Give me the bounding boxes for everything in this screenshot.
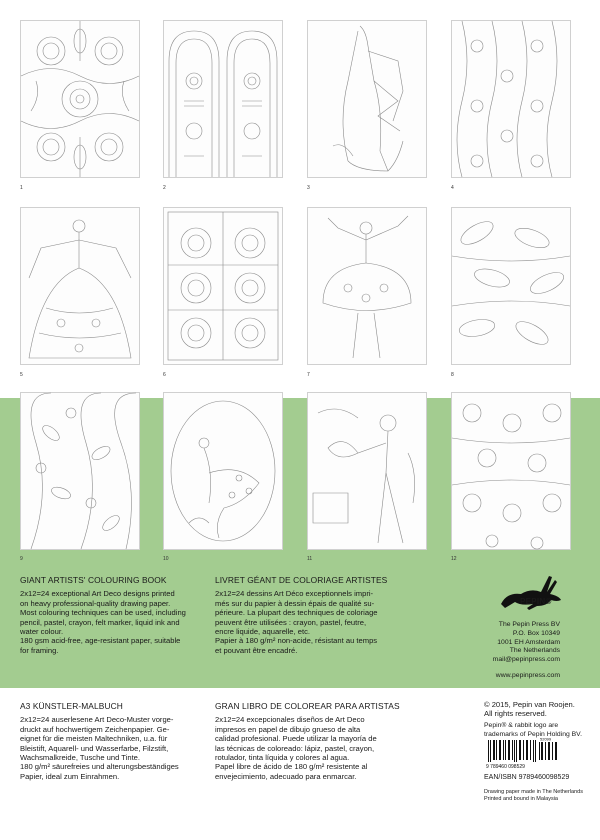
printing-info: Drawing paper made in The Netherlands Printed and bound in Malaysia [484,789,583,803]
thumbnail-10[interactable] [163,392,283,550]
barcode [486,736,562,770]
french-description [215,576,415,655]
woman-with-fan-drawing [308,393,426,549]
thumbnail-7[interactable] [307,207,427,365]
thumbnail-number: 9 [20,556,23,562]
geometric-arches-drawing [164,21,282,177]
thumbnail-number: 4 [451,185,454,191]
ean-isbn: EAN/ISBN 9789460098529 [484,774,570,781]
copyright: © 2015, Pepin van Roojen. All rights reserved. [484,700,575,719]
thumbnail-number: 6 [163,372,166,378]
ballerina-drawing [308,208,426,364]
dancer-drawing [21,208,139,364]
german-heading: A3 KÜNSTLER-MALBUCH [20,701,123,711]
thumbnail-number: 11 [307,556,313,562]
english-description [20,576,210,655]
thumbnail-1[interactable] [20,20,140,178]
brand-name: PEPIN® [520,597,552,606]
spanish-body: 2x12=24 excepcionales diseños de Art Deco impresos en papel de dibujo grueso de alta calidad profesional. Puede utilizar la mayoría de las técnicas de coloreado: lápiz, pastel, crayon, rotulador, tinta líquida y colores al agua. Papel libre de ácido de 180 g/m² resistente al envejecimiento, adecuado para enmarcar. [215,715,377,781]
german-body: 2x12=24 auserlesene Art Deco-Muster vorge- druckt auf hochwertigem Zeichenpapier. Ge- eignet für die meisten Maltechniken, u.a. für Bleistift, Aquarell- und Wasserfarbe, Filzstift, Wachsmalkreide, Tusche und Tinte. 180 g/m² säurefreies und alterungsbeständiges Papier, ideal zum Einrahmen. [20,715,179,781]
thumbnail-number: 8 [451,372,454,378]
barcode-addon: 52099 [540,736,552,742]
thumbnail-4[interactable] [451,20,571,178]
english-body: 2x12=24 exceptional Art Deco designs printed on heavy professional-quality drawing paper. Most colouring techniques can be used, including pencil, pastel, crayon, felt marker, liquid ink and water colour. 180 gsm acid-free, age-resistant paper, suitable for framing. [20,589,186,655]
spanish-description [215,702,425,781]
thumbnail-number: 7 [307,372,310,378]
barcode-digits: 9 789460 098529 [486,764,525,770]
thumbnail-number: 2 [163,185,166,191]
floral-pattern-drawing [21,393,139,549]
german-description [20,702,210,781]
spanish-heading: GRAN LIBRO DE COLOREAR PARA ARTISTAS [215,701,400,711]
floral-pattern-drawing [452,393,570,549]
thumbnail-9[interactable] [20,392,140,550]
thumbnail-2[interactable] [163,20,283,178]
peacock-drawing [164,393,282,549]
thumbnail-number: 1 [20,185,23,191]
publisher-address: The Pepin Press BV P.O. Box 10349 1001 EH Amsterdam The Netherlands mail@pepinpress.com [492,621,560,664]
leaf-pattern-drawing [452,208,570,364]
trademark-note: Pepin® & rabbit logo are trademarks of Pepin Holding BV. [484,722,582,738]
thumbnail-6[interactable] [163,207,283,365]
thumbnail-3[interactable] [307,20,427,178]
thumbnail-number: 12 [451,556,457,562]
thumbnail-5[interactable] [20,207,140,365]
floral-pattern-drawing [21,21,139,177]
thumbnail-number: 3 [307,185,310,191]
thumbnail-number: 5 [20,372,23,378]
geometric-medallions-drawing [164,208,282,364]
thumbnail-11[interactable] [307,392,427,550]
thumbnail-8[interactable] [451,207,571,365]
thumbnail-number: 10 [163,556,169,562]
rabbit-logo-icon [497,566,565,614]
website: www.pepinpress.com [495,672,560,679]
french-heading: LIVRET GÉANT DE COLORIAGE ARTISTES [215,575,388,585]
floral-pattern-drawing [452,21,570,177]
fashion-figure-drawing [308,21,426,177]
french-body: 2x12=24 dessins Art Déco exceptionnels impri- més sur du papier à dessin épais de qualité su- périeure. La plupart des techniques de coloriage peuvent être utilisées : crayon, pastel, feutre, encre liquide, aquarelle, etc. Papier à 180 g/m² non-acide, résistant au temps et pouvant être encadré. [215,589,378,655]
english-heading: GIANT ARTISTS' COLOURING BOOK [20,575,167,585]
thumbnail-12[interactable] [451,392,571,550]
